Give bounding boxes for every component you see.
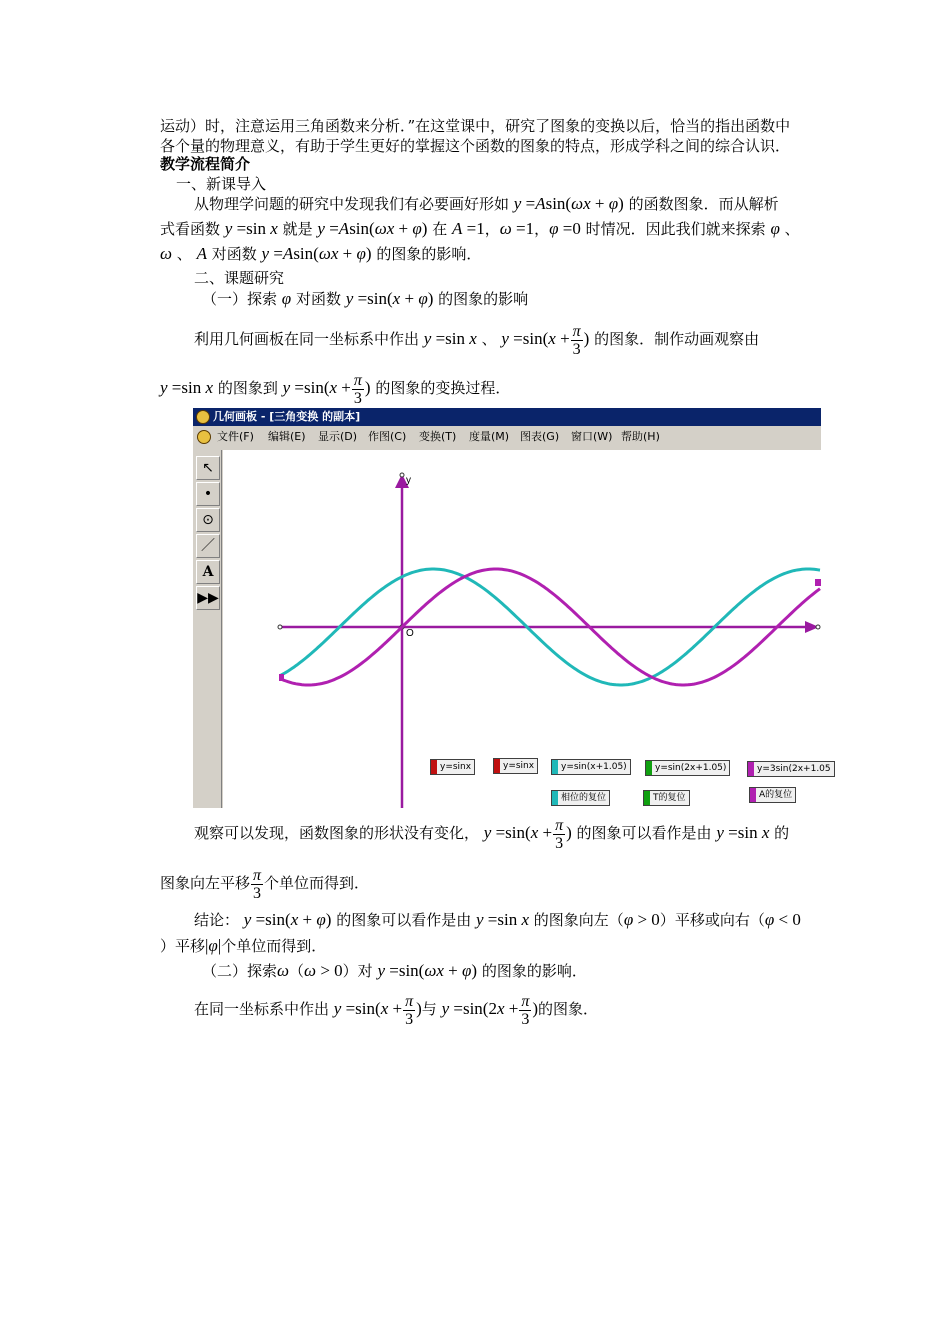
toolbox	[193, 450, 222, 808]
text-span: 的图象的影响．	[481, 962, 587, 980]
button-swatch	[552, 760, 558, 774]
paragraph-line: ）平移|φ|个单位而得到．	[160, 936, 327, 955]
menu-construct[interactable]: 作图(C)	[368, 430, 407, 443]
x-axis-endpoint[interactable]	[816, 625, 820, 629]
text-span: 观察可以发现，函数图象的形状没有变化，	[194, 824, 480, 842]
button-y-sin-2x-1-05[interactable]	[645, 760, 730, 776]
window-title: 几何画板 - [三角变换 的副本]	[213, 410, 361, 423]
line-tool-icon[interactable]: ／	[196, 534, 220, 558]
curve-endpoint[interactable]	[279, 674, 284, 681]
button-label: y=sin(x+1.05)	[561, 762, 627, 772]
button-swatch	[431, 760, 437, 774]
menu-edit[interactable]: 编辑(E)	[268, 430, 306, 443]
text-span: 的函数图象．而从解析	[628, 195, 779, 213]
text-span: 时情况．因此我们就来探索	[585, 220, 766, 238]
text-span: 在同一坐标系中作出	[194, 1000, 330, 1018]
paragraph-line: 各个量的物理意义，有助于学生更好的掌握这个函数的图象的特点，形成学科之间的综合认识．	[160, 137, 791, 155]
text-span: ）对	[342, 962, 373, 980]
button-swatch	[552, 791, 558, 805]
text-span: 对函数	[211, 245, 257, 263]
button-reset-a[interactable]	[749, 787, 796, 803]
text-span: 图象向左平移	[160, 874, 251, 892]
text-span: 的图象的影响．	[376, 245, 482, 263]
text-span: 的图象可以看作是由	[576, 824, 712, 842]
button-label: y=3sin(2x+1.05	[757, 764, 831, 774]
text-span: 从物理学问题的研究中发现我们有必要画好形如	[194, 195, 510, 213]
button-swatch	[748, 762, 754, 776]
button-y-3sin-2x-1-05[interactable]	[747, 761, 835, 777]
button-swatch	[750, 788, 756, 802]
paragraph-line: 利用几何画板在同一坐标系中作出 y =sin x 、 y =sin(x + $\frac{\pi}{3}$ ) 的图象．制作动画观察由	[194, 322, 760, 358]
graph-svg	[223, 450, 821, 808]
text-span: 的图象向左（	[533, 911, 624, 929]
compass-tool-icon[interactable]: ⊙	[196, 508, 220, 532]
button-reset-t[interactable]	[643, 790, 690, 806]
paragraph-line: 运动）时，注意运用三角函数来分析．”在这堂课中，研究了图象的变换以后，恰当的指出函数中	[160, 117, 791, 135]
button-label: A的复位	[759, 790, 793, 800]
menu-transform[interactable]: 变换(T)	[419, 430, 457, 443]
curve-endpoint[interactable]	[815, 579, 821, 586]
menu-graph[interactable]: 图表(G)	[520, 430, 560, 443]
text-span: （	[289, 962, 305, 980]
text-span: 的图象的影响	[438, 290, 529, 308]
button-swatch	[494, 759, 500, 773]
point-tool-icon[interactable]: •	[196, 482, 220, 506]
section-title: 二、课题研究	[194, 269, 285, 287]
paragraph-line: 在同一坐标系中作出 y =sin(x + $\frac{\pi}{3}$ )与 y =sin(2x + $\frac{\pi}{3}$ )的图象．	[194, 992, 599, 1028]
paragraph-line: （一）探索 φ 对函数 y =sin(x + φ) 的图象的影响	[202, 289, 529, 308]
menu-display[interactable]: 显示(D)	[318, 430, 358, 443]
x-axis-endpoint[interactable]	[278, 625, 282, 629]
text-span: 与	[421, 1000, 437, 1018]
sketchpad-window	[193, 408, 831, 808]
custom-tool-icon[interactable]: ▶▶	[196, 586, 220, 610]
text-span: （二）探索	[202, 962, 278, 980]
text-span: 的图象可以看作是由	[336, 911, 472, 929]
text-tool-icon[interactable]: A	[196, 560, 220, 584]
paragraph-line: 图象向左平移 $\frac{\pi}{3}$ 个单位而得到．	[160, 866, 370, 902]
paragraph-line: 式看函数 y =sin x 就是 y =Asin(ωx + φ) 在 A =1，ω =1，φ =0 时情况．因此我们就来探索 φ 、	[160, 219, 800, 238]
sketch-canvas[interactable]	[223, 450, 831, 808]
button-label: y=sinx	[503, 761, 535, 771]
menu-file[interactable]: 文件(F)	[217, 430, 254, 443]
text-span: 个单位而得到．	[221, 937, 327, 955]
button-y-sinx[interactable]	[430, 759, 475, 775]
text-span: 利用几何画板在同一坐标系中作出	[194, 330, 420, 348]
paragraph-line: （二）探索ω（ω > 0）对 y =sin(ωx + φ) 的图象的影响．	[202, 961, 587, 980]
text-span: 的图象的变换过程．	[375, 379, 511, 397]
text-span: （一）探索	[202, 290, 278, 308]
text-span: 式看函数	[160, 220, 221, 238]
paragraph-line: y =sin x 的图象到 y =sin(x + $\frac{\pi}{3}$ ) 的图象的变换过程．	[160, 371, 511, 407]
text-span: 的	[774, 824, 790, 842]
section-title: 一、新课导入	[176, 175, 267, 193]
text-span: 对函数	[295, 290, 341, 308]
document-icon[interactable]	[197, 430, 211, 444]
text-span: 的图象．制作动画观察由	[594, 330, 760, 348]
button-label: y=sinx	[440, 762, 472, 772]
text-span: 结论：	[194, 911, 240, 929]
app-icon	[196, 410, 210, 424]
button-reset-phase[interactable]	[551, 790, 610, 806]
button-swatch	[644, 791, 650, 805]
button-label: T的复位	[653, 793, 686, 803]
paragraph-line: ω 、 A 对函数 y =Asin(ωx + φ) 的图象的影响．	[160, 244, 482, 263]
button-swatch	[646, 761, 652, 775]
paragraph-line: 从物理学问题的研究中发现我们有必要画好形如 y =Asin(ωx + φ) 的函数图象．而从解析	[194, 194, 779, 213]
y-axis-label: y	[406, 475, 411, 486]
paragraph-line: 观察可以发现，函数图象的形状没有变化， y =sin(x + $\frac{\pi}{3}$ ) 的图象可以看作是由 y =sin x 的	[194, 816, 790, 852]
button-y-sinx-2[interactable]	[493, 758, 538, 774]
arrow-tool-icon[interactable]: ↖	[196, 456, 220, 480]
button-label: 相位的复位	[561, 793, 607, 803]
section-heading: 教学流程简介	[160, 155, 251, 173]
text-span: 就是	[282, 220, 313, 238]
text-span: ）平移	[160, 937, 206, 955]
text-span: 在	[432, 220, 448, 238]
button-label: y=sin(2x+1.05)	[655, 763, 727, 773]
y-axis-endpoint[interactable]	[400, 473, 404, 477]
text-span: 的图象．	[538, 1000, 599, 1018]
text-span: ）平移或向右（	[659, 911, 765, 929]
text-span: 的图象到	[217, 379, 278, 397]
title-bar	[193, 408, 821, 426]
menu-bar	[193, 427, 821, 447]
menu-measure[interactable]: 度量(M)	[469, 430, 510, 443]
paragraph-line: 结论： y =sin(x + φ) 的图象可以看作是由 y =sin x 的图象向左（φ > 0）平移或向右（φ < 0	[194, 910, 801, 929]
button-y-sin-x-1-05[interactable]	[551, 759, 631, 775]
text-span: 个单位而得到．	[264, 874, 370, 892]
menu-help[interactable]: 帮助(H)	[621, 430, 660, 443]
origin-label: O	[406, 628, 414, 639]
menu-window[interactable]: 窗口(W)	[571, 430, 613, 443]
